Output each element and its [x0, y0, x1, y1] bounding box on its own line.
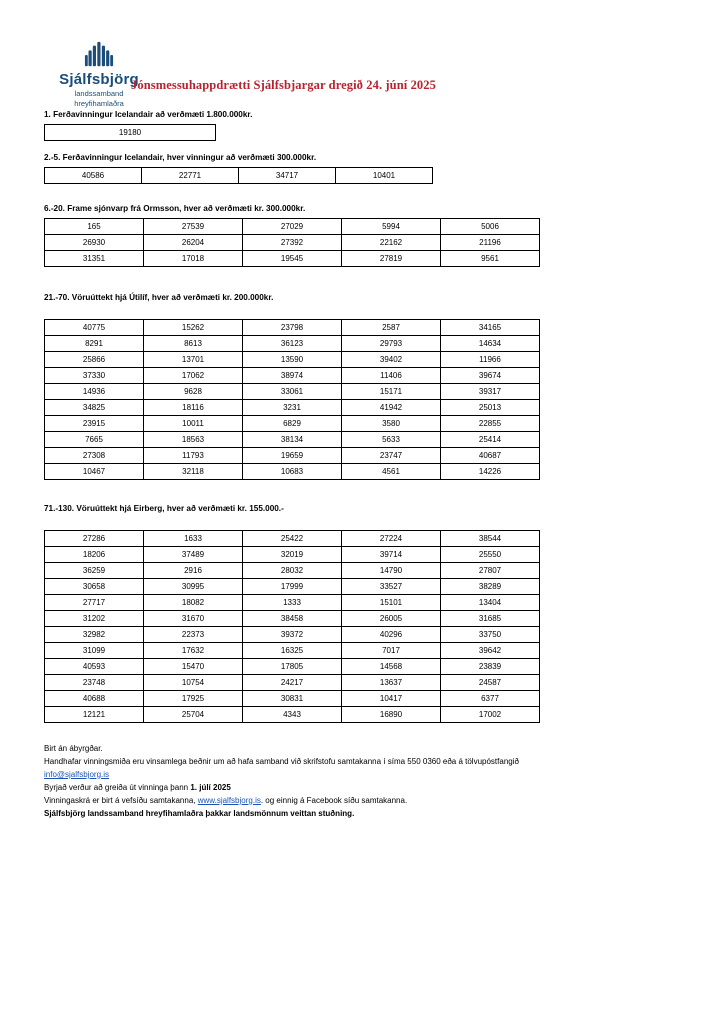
- footer-website-text: Vinningaskrá er birt á vefsíðu samtakanna,: [44, 795, 198, 805]
- winning-number-cell: 26204: [144, 235, 243, 251]
- winning-number-cell: 28032: [243, 563, 342, 579]
- winning-numbers-table: [44, 167, 433, 184]
- winning-number-cell: 25013: [441, 400, 540, 416]
- table-row: [45, 352, 540, 368]
- table-row: [45, 235, 540, 251]
- table-row: [45, 643, 540, 659]
- table-row: [45, 531, 540, 547]
- sjalfsbjorg-logo-icon: [84, 40, 114, 70]
- winning-number-cell: 7665: [45, 432, 144, 448]
- winning-number-cell: 4561: [342, 464, 441, 480]
- winning-number-cell: 19659: [243, 448, 342, 464]
- winning-number-cell: 6829: [243, 416, 342, 432]
- winning-number-cell: 39714: [342, 547, 441, 563]
- winning-number-cell: 10401: [336, 168, 433, 184]
- table-row: [45, 675, 540, 691]
- table-row: [45, 547, 540, 563]
- winning-number-cell: 3231: [243, 400, 342, 416]
- winning-number-cell: 18563: [144, 432, 243, 448]
- winning-number-cell: 40688: [45, 691, 144, 707]
- winning-number-cell: 11793: [144, 448, 243, 464]
- table-row: [45, 448, 540, 464]
- winning-number-cell: 27224: [342, 531, 441, 547]
- winning-number-cell: 40593: [45, 659, 144, 675]
- winning-number-cell: 34165: [441, 320, 540, 336]
- prize-section-3: [0, 204, 719, 267]
- winning-number-cell: 27286: [45, 531, 144, 547]
- organization-logo: [44, 40, 154, 109]
- winning-number-cell: 23747: [342, 448, 441, 464]
- table-row: [45, 595, 540, 611]
- winning-number-cell: 40687: [441, 448, 540, 464]
- logo-wordmark: Sjálfsbjörg: [59, 71, 139, 88]
- footer-line-disclaimer: Birt án ábyrgðar.: [44, 744, 103, 753]
- winning-number-cell: 30831: [243, 691, 342, 707]
- table-row: [45, 627, 540, 643]
- logo-subtitle-line1: landssamband: [74, 88, 124, 98]
- winning-number-cell: 31351: [45, 251, 144, 267]
- winning-number-cell: 1333: [243, 595, 342, 611]
- winning-number-cell: 165: [45, 219, 144, 235]
- winning-number-cell: 30995: [144, 579, 243, 595]
- winning-number-cell: 8291: [45, 336, 144, 352]
- winning-number-cell: 15470: [144, 659, 243, 675]
- winning-number-cell: 17805: [243, 659, 342, 675]
- winning-number-cell: 24587: [441, 675, 540, 691]
- winning-number-cell: 23915: [45, 416, 144, 432]
- winning-number-cell: 25422: [243, 531, 342, 547]
- winning-number-cell: 38458: [243, 611, 342, 627]
- winning-number-cell: 37489: [144, 547, 243, 563]
- winning-number-cell: 25866: [45, 352, 144, 368]
- section-heading: 6.-20. Frame sjónvarp frá Ormsson, hver að verðmæti kr. 300.000kr.: [44, 204, 306, 213]
- winning-number-cell: 40296: [342, 627, 441, 643]
- prize-section-4: [0, 293, 719, 480]
- winning-number-cell: 40586: [45, 168, 142, 184]
- winning-number-cell: 23748: [45, 675, 144, 691]
- footer-payout-date: 1. júlí 2025: [190, 782, 231, 792]
- prize-section-2: [0, 153, 719, 184]
- winning-number-cell: 39642: [441, 643, 540, 659]
- winning-number-cell: 16890: [342, 707, 441, 723]
- winning-number-cell: 38974: [243, 368, 342, 384]
- winning-number-cell: 27539: [144, 219, 243, 235]
- winning-numbers-table: [44, 319, 540, 480]
- winning-number-cell: 10467: [45, 464, 144, 480]
- footer-payout-text: Byrjað verður að greiða út vinninga þann: [44, 782, 191, 792]
- winning-number-cell: 9628: [144, 384, 243, 400]
- table-row: [45, 691, 540, 707]
- winning-number-cell: 24217: [243, 675, 342, 691]
- section-heading: 2.-5. Ferðavinningur Icelandair, hver vinningur að verðmæti 300.000kr.: [44, 153, 317, 162]
- winning-number-cell: 17925: [144, 691, 243, 707]
- table-row: [45, 579, 540, 595]
- table-row: [45, 707, 540, 723]
- table-row: [45, 464, 540, 480]
- winning-number-cell: 23839: [441, 659, 540, 675]
- winning-number-cell: 25550: [441, 547, 540, 563]
- table-row: [45, 384, 540, 400]
- winning-number-cell: 34825: [45, 400, 144, 416]
- winning-number-cell: 31685: [441, 611, 540, 627]
- winning-number-cell: 15101: [342, 595, 441, 611]
- winning-number-cell: 41942: [342, 400, 441, 416]
- winning-number-cell: 15171: [342, 384, 441, 400]
- winning-number-cell: 27029: [243, 219, 342, 235]
- winning-number-cell: 1633: [144, 531, 243, 547]
- winning-number-cell: 13701: [144, 352, 243, 368]
- winning-number-cell: 11966: [441, 352, 540, 368]
- winning-number-cell: 14936: [45, 384, 144, 400]
- winning-number-cell: 25704: [144, 707, 243, 723]
- winning-number-cell: 17062: [144, 368, 243, 384]
- winning-number-cell: 39674: [441, 368, 540, 384]
- winning-number-cell: 38134: [243, 432, 342, 448]
- table-row: [45, 219, 540, 235]
- winning-number-cell: 2587: [342, 320, 441, 336]
- page-title: Jónsmessuhappdrætti Sjálfsbjargar dregið 24. júní 2025: [131, 78, 436, 92]
- winning-number-cell: 8613: [144, 336, 243, 352]
- winning-number-cell: 17002: [441, 707, 540, 723]
- winning-number-cell: 11406: [342, 368, 441, 384]
- winning-number-cell: 36123: [243, 336, 342, 352]
- logo-subtitle-line2: hreyfihamlaðra: [74, 99, 124, 109]
- winning-number-cell: 27807: [441, 563, 540, 579]
- winning-number-cell: 10683: [243, 464, 342, 480]
- winning-number-cell: 32118: [144, 464, 243, 480]
- winning-number-cell: 27392: [243, 235, 342, 251]
- winning-numbers-table: [44, 530, 540, 723]
- winning-number-cell: 40775: [45, 320, 144, 336]
- winning-number-cell: 39402: [342, 352, 441, 368]
- winning-number-cell: 13404: [441, 595, 540, 611]
- winning-number-cell: 38544: [441, 531, 540, 547]
- table-row: [45, 432, 540, 448]
- winning-number-cell: 19180: [45, 125, 216, 141]
- winning-number-cell: 2916: [144, 563, 243, 579]
- email-link[interactable]: info@sjalfsbjorg.is: [44, 769, 110, 779]
- winning-number-cell: 10417: [342, 691, 441, 707]
- winning-number-cell: 36259: [45, 563, 144, 579]
- winning-number-cell: 5633: [342, 432, 441, 448]
- winning-number-cell: 23798: [243, 320, 342, 336]
- winning-numbers-table: [44, 218, 540, 267]
- winning-number-cell: 33527: [342, 579, 441, 595]
- document-header: [0, 0, 719, 110]
- prize-section-5: [0, 504, 719, 723]
- winning-number-cell: 18206: [45, 547, 144, 563]
- prize-section-1: [0, 110, 719, 141]
- winning-number-cell: 17999: [243, 579, 342, 595]
- winning-number-cell: 37330: [45, 368, 144, 384]
- winning-number-cell: 29793: [342, 336, 441, 352]
- winning-number-cell: 32982: [45, 627, 144, 643]
- winning-number-cell: 27717: [45, 595, 144, 611]
- winning-number-cell: 7017: [342, 643, 441, 659]
- winning-number-cell: 22771: [142, 168, 239, 184]
- winning-number-cell: 5006: [441, 219, 540, 235]
- table-row: [45, 251, 540, 267]
- table-row: [45, 368, 540, 384]
- winning-number-cell: 22162: [342, 235, 441, 251]
- winning-number-cell: 14634: [441, 336, 540, 352]
- winning-number-cell: 19545: [243, 251, 342, 267]
- winning-number-cell: 9561: [441, 251, 540, 267]
- table-row: [45, 400, 540, 416]
- winning-number-cell: 10011: [144, 416, 243, 432]
- table-row: [45, 563, 540, 579]
- winning-number-cell: 38289: [441, 579, 540, 595]
- winning-number-cell: 17018: [144, 251, 243, 267]
- winning-number-cell: 13637: [342, 675, 441, 691]
- winning-number-cell: 33750: [441, 627, 540, 643]
- winning-number-cell: 31670: [144, 611, 243, 627]
- winning-number-cell: 4343: [243, 707, 342, 723]
- winning-number-cell: 5994: [342, 219, 441, 235]
- winning-number-cell: 18082: [144, 595, 243, 611]
- website-link[interactable]: www.sjalfsbjorg.is: [197, 795, 261, 805]
- winning-number-cell: 18116: [144, 400, 243, 416]
- footer-line-contact: Handhafar vinningsmiða eru vinsamlega beðnir um að hafa samband við skrifstofu samtakanna í síma 550 0360 eða á tölvupóstfangið: [44, 756, 519, 766]
- winning-number-cell: 27308: [45, 448, 144, 464]
- winning-number-cell: 21196: [441, 235, 540, 251]
- winning-number-cell: 14790: [342, 563, 441, 579]
- table-row: [45, 125, 216, 141]
- document-body: [0, 110, 719, 821]
- winning-number-cell: 31099: [45, 643, 144, 659]
- footer-line-thanks: Sjálfsbjörg landssamband hreyfihamlaðra þakkar landsmönnum veittan stuðning.: [44, 808, 355, 818]
- winning-number-cell: 14226: [441, 464, 540, 480]
- footer-line-website: [44, 795, 719, 808]
- winning-number-cell: 26930: [45, 235, 144, 251]
- winning-number-cell: 17632: [144, 643, 243, 659]
- footer-line-payout: [44, 782, 719, 795]
- table-row: [45, 320, 540, 336]
- table-row: [45, 659, 540, 675]
- winning-number-cell: 14568: [342, 659, 441, 675]
- winning-number-cell: 31202: [45, 611, 144, 627]
- winning-number-cell: 13590: [243, 352, 342, 368]
- winning-number-cell: 3580: [342, 416, 441, 432]
- winning-number-cell: 25414: [441, 432, 540, 448]
- winning-number-cell: 32019: [243, 547, 342, 563]
- winning-number-cell: 33061: [243, 384, 342, 400]
- winning-number-cell: 10754: [144, 675, 243, 691]
- winning-numbers-table: [44, 124, 216, 141]
- winning-number-cell: 22855: [441, 416, 540, 432]
- section-heading: 1. Ferðavinningur Icelandair að verðmæti 1.800.000kr.: [44, 110, 253, 119]
- footer-email-line: [44, 769, 719, 782]
- table-row: [45, 168, 433, 184]
- winning-number-cell: 27819: [342, 251, 441, 267]
- winning-number-cell: 15262: [144, 320, 243, 336]
- footer-website-text-post: . og einnig á Facebook síðu samtakanna.: [260, 795, 408, 805]
- section-heading: 21.-70. Vöruúttekt hjá Útilíf, hver að verðmæti kr. 200.000kr.: [44, 293, 274, 302]
- winning-number-cell: 12121: [45, 707, 144, 723]
- winning-number-cell: 16325: [243, 643, 342, 659]
- table-row: [45, 611, 540, 627]
- winning-number-cell: 39372: [243, 627, 342, 643]
- table-row: [45, 336, 540, 352]
- footer-notes: [44, 743, 719, 821]
- section-heading: 71.-130. Vöruúttekt hjá Eirberg, hver að verðmæti kr. 155.000.-: [44, 504, 284, 513]
- winning-number-cell: 22373: [144, 627, 243, 643]
- winning-number-cell: 34717: [239, 168, 336, 184]
- table-row: [45, 416, 540, 432]
- winning-number-cell: 26005: [342, 611, 441, 627]
- winning-number-cell: 39317: [441, 384, 540, 400]
- winning-number-cell: 30658: [45, 579, 144, 595]
- winning-number-cell: 6377: [441, 691, 540, 707]
